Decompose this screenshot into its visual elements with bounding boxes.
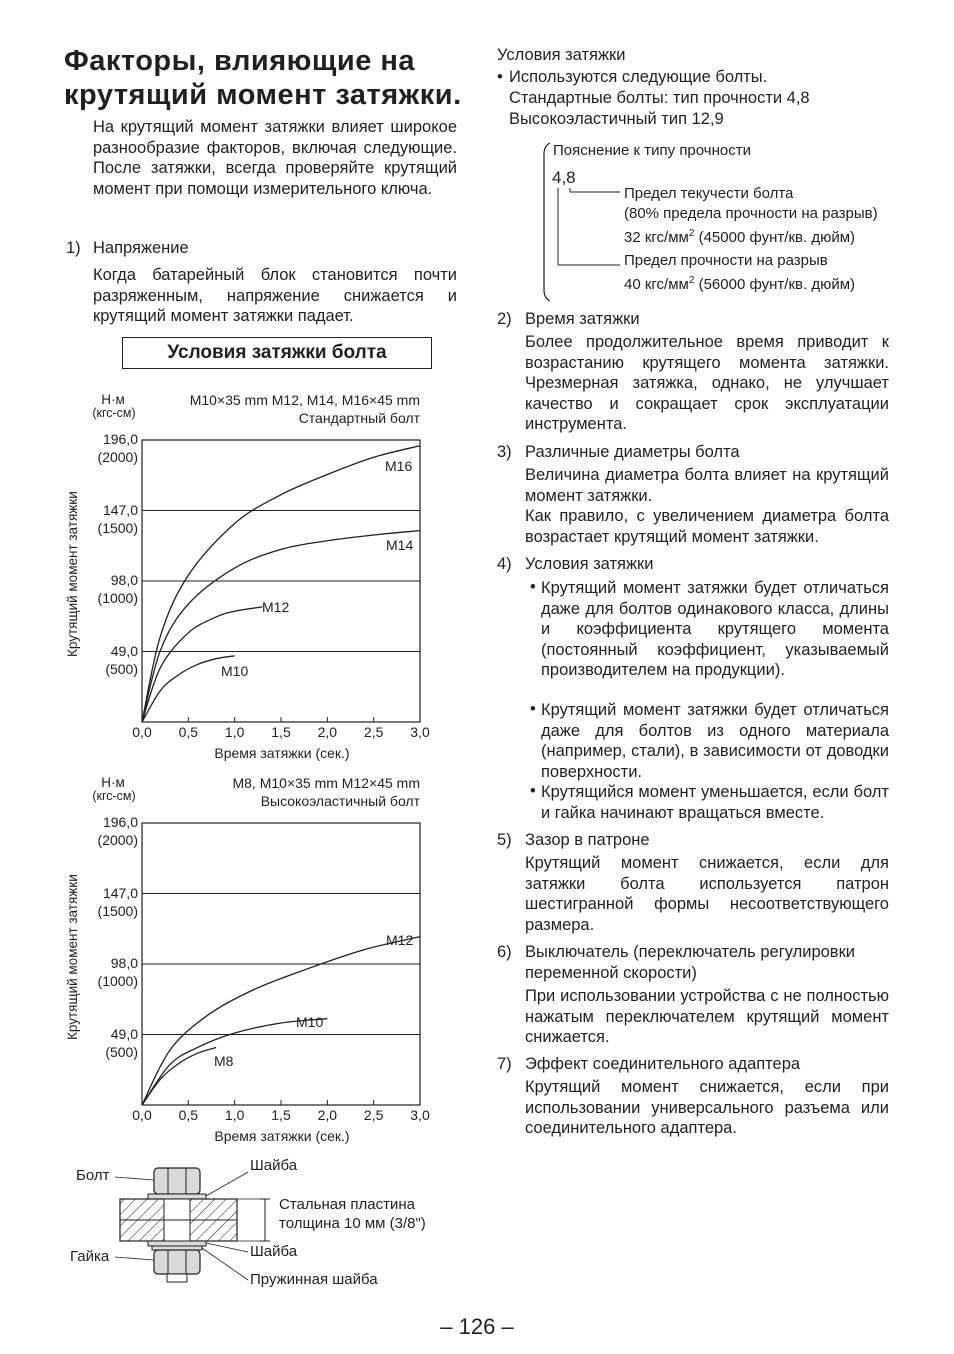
conditions-standard: Стандартные болты: тип прочности 4,8 xyxy=(509,89,810,107)
x-tick-label-4: 2,0 xyxy=(317,724,338,740)
x-tick-label-0: 0,0 xyxy=(132,724,152,740)
series-M8-label: M8 xyxy=(214,1053,234,1069)
item-4-bullet-1-mark: • xyxy=(530,578,536,596)
conditions-high: Высокоэластичный тип 12,9 xyxy=(509,110,724,128)
series-M8-line xyxy=(142,1047,216,1105)
series-M10-label: M10 xyxy=(296,1014,324,1030)
item-6-number: 6) xyxy=(497,943,512,961)
chart2-xlabel: Время затяжки (сек.) xyxy=(214,1128,350,1144)
item-6-heading: Выключатель (переключатель регулировки переменной скорости) xyxy=(525,943,856,982)
item-2-number: 2) xyxy=(497,310,512,328)
item-5-text: Крутящий момент снижается, если для затяжки болта используется патрон шестигранной формы несоответствующего размера. xyxy=(525,854,889,934)
item-4-bullet-3: Крутящийся момент уменьшается, если болт и гайка начинают вращаться вместе. xyxy=(541,783,889,822)
chart1-ylabel: Крутящий момент затяжки xyxy=(65,491,80,657)
diagram-label-plate-thickness: толщина 10 мм (3/8") xyxy=(279,1215,426,1232)
y-tick-label-2: 98,0 xyxy=(110,572,138,588)
chart2-ylabel: Крутящий момент затяжки xyxy=(65,874,80,1040)
item-1-heading: Напряжение xyxy=(93,239,189,257)
x-tick-label-6: 3,0 xyxy=(410,724,430,740)
series-M12-label: M12 xyxy=(262,599,290,615)
y-tick-kgf-label-2: (1000) xyxy=(97,973,138,989)
item-7-number: 7) xyxy=(497,1055,512,1073)
x-tick-label-6: 3,0 xyxy=(410,1107,430,1123)
y-tick-kgf-label-3: (500) xyxy=(105,1043,138,1060)
item-1-text: Когда батарейный блок становится почти разряженным, напряжение снижается и крутящий момент затяжки падает. xyxy=(93,266,457,325)
item-2-heading: Время затяжки xyxy=(525,310,640,328)
bolt-head-shape xyxy=(154,1168,200,1194)
bolt-conditions-box-title: Условия затяжки болта xyxy=(122,337,432,369)
yield-line-1: Предел текучести болта xyxy=(624,185,794,202)
item-3-text-1: Величина диаметра болта влияет на крутящий момент затяжки. xyxy=(525,466,889,505)
item-3-number: 3) xyxy=(497,443,512,461)
series-M16-line xyxy=(142,446,420,722)
y-tick-label-2: 98,0 xyxy=(110,955,138,971)
y-tick-label-0: 196,0 xyxy=(102,431,138,447)
chart2-subtitle: Высокоэластичный болт xyxy=(260,793,420,809)
series-M12-label: M12 xyxy=(386,932,414,948)
chart1-title: M10×35 mm M12, M14, M16×45 mm xyxy=(189,392,420,408)
series-M12-line xyxy=(142,937,420,1105)
top-washer-shape xyxy=(148,1194,206,1199)
chart1-unit-nm: Н·м xyxy=(101,392,125,407)
item-5-number: 5) xyxy=(497,831,512,849)
item-6-text: При использовании устройства с не полностью нажатым переключателем крутящий момент снижается. xyxy=(525,987,889,1046)
diagram-label-nut: Гайка xyxy=(70,1248,110,1265)
tensile-line-1: Предел прочности на разрыв xyxy=(624,252,828,269)
item-3-heading: Различные диаметры болта xyxy=(525,443,740,461)
y-tick-kgf-label-0: (2000) xyxy=(97,449,138,465)
x-tick-label-5: 2,5 xyxy=(363,1107,384,1123)
intro-paragraph: На крутящий момент затяжки влияет широкое разнообразие факторов, включая следующие. После затяжки, всегда проверяйте крутящий момент при помощи измерительного ключа. xyxy=(93,118,457,198)
x-tick-label-2: 1,0 xyxy=(224,724,245,740)
yield-line-3: 32 кгс/$мм^2$ (45000 фунт/кв. дюйм) xyxy=(624,228,856,246)
item-2-text: Более продолжительное время приводит к возрастанию крутящего момента затяжки. Чрезмерная затяжка, однако, не улучшает качество и сокращает срок эксплуатации инструмента. xyxy=(525,333,889,433)
item-4-bullet-3-mark: • xyxy=(530,782,536,800)
conditions-bullet-mark: • xyxy=(497,68,503,86)
diagram-label-bolt: Болт xyxy=(76,1167,110,1184)
chart2-title: M8, M10×35 mm M12×45 mm xyxy=(232,775,420,791)
conditions-heading: Условия затяжки xyxy=(497,46,626,64)
series-M14-label: M14 xyxy=(386,537,414,553)
item-3-text-2: Как правило, с увеличением диаметра болта возрастает крутящий момент затяжки. xyxy=(525,507,889,546)
series-M10-label: M10 xyxy=(221,663,249,679)
x-tick-label-4: 2,0 xyxy=(317,1107,338,1123)
y-tick-label-3: 49,0 xyxy=(110,642,138,659)
chart2-unit-nm: Н·м xyxy=(101,775,125,790)
conditions-bullet: Используются следующие болты. xyxy=(509,68,768,86)
y-tick-kgf-label-1: (1500) xyxy=(97,519,138,536)
x-tick-label-3: 1,5 xyxy=(271,724,291,740)
series-M16-label: M16 xyxy=(385,458,413,474)
item-4-bullet-2: Крутящий момент затяжки будет отличаться даже для болтов из одного материала (например, стали), в зависимости от доводки поверхности. xyxy=(541,701,889,781)
page-title: Факторы, влияющие на крутящий момент затяжки. xyxy=(64,45,462,111)
item-4-bullet-1: Крутящий момент затяжки будет отличаться даже для болтов одинакового класса, длины и коэффициента крутящего момента (постоянный коэффициент, указываемый производителем на продукции). xyxy=(541,579,889,679)
tensile-line-2: 40 кгс/$мм^2$ (56000 фунт/кв. дюйм) xyxy=(624,275,856,293)
diagram-label-plate: Стальная пластина xyxy=(279,1196,415,1213)
x-tick-label-5: 2,5 xyxy=(363,724,384,740)
chart1-unit-kgf: (кгс-см) xyxy=(92,406,136,420)
x-tick-label-1: 0,5 xyxy=(178,1107,199,1123)
bottom-washer-shape xyxy=(148,1241,206,1246)
y-tick-label-0: 196,0 xyxy=(102,814,138,830)
item-7-text: Крутящий момент снижается, если при использовании универсального разъема или соединительного адаптера. xyxy=(525,1078,889,1137)
chart2-plot xyxy=(142,823,422,1105)
y-tick-kgf-label-3: (500) xyxy=(105,660,138,677)
item-4-bullet-2-mark: • xyxy=(530,700,536,718)
item-4-number: 4) xyxy=(497,555,512,573)
x-tick-label-2: 1,0 xyxy=(224,1107,245,1123)
series-M14-line xyxy=(142,531,420,722)
page-number: – 126 – xyxy=(440,1314,514,1339)
item-1-number: 1) xyxy=(66,239,81,257)
strength-explain-title: Пояснение к типу прочности xyxy=(553,142,751,159)
x-tick-label-3: 1,5 xyxy=(271,1107,291,1123)
y-tick-kgf-label-0: (2000) xyxy=(97,832,138,848)
x-tick-label-1: 0,5 xyxy=(178,724,199,740)
diagram-label-spring-washer: Пружинная шайба xyxy=(250,1271,378,1288)
chart1-subtitle: Стандартный болт xyxy=(298,410,420,426)
y-tick-kgf-label-1: (1500) xyxy=(97,902,138,919)
nut-shape xyxy=(154,1250,200,1274)
strength-bracket xyxy=(540,140,580,305)
chart1-xlabel: Время затяжки (сек.) xyxy=(214,745,350,761)
y-tick-label-1: 147,0 xyxy=(102,501,138,518)
y-tick-label-3: 49,0 xyxy=(110,1025,138,1042)
yield-line-2: (80% предела прочности на разрыв) xyxy=(624,205,878,222)
chart2-unit-kgf: (кгс-см) xyxy=(92,789,136,803)
diagram-label-washer-bottom: Шайба xyxy=(250,1243,298,1260)
y-tick-kgf-label-2: (1000) xyxy=(97,590,138,606)
chart1-plot xyxy=(142,440,422,722)
x-tick-label-0: 0,0 xyxy=(132,1107,152,1123)
y-tick-label-1: 147,0 xyxy=(102,884,138,901)
item-5-heading: Зазор в патроне xyxy=(525,831,650,849)
item-4-heading: Условия затяжки xyxy=(525,555,654,573)
item-7-heading: Эффект соединительного адаптера xyxy=(525,1055,801,1073)
strength-code: 4,8 xyxy=(552,168,576,187)
series-M10-line xyxy=(142,1019,327,1105)
diagram-label-washer-top: Шайба xyxy=(250,1157,298,1174)
